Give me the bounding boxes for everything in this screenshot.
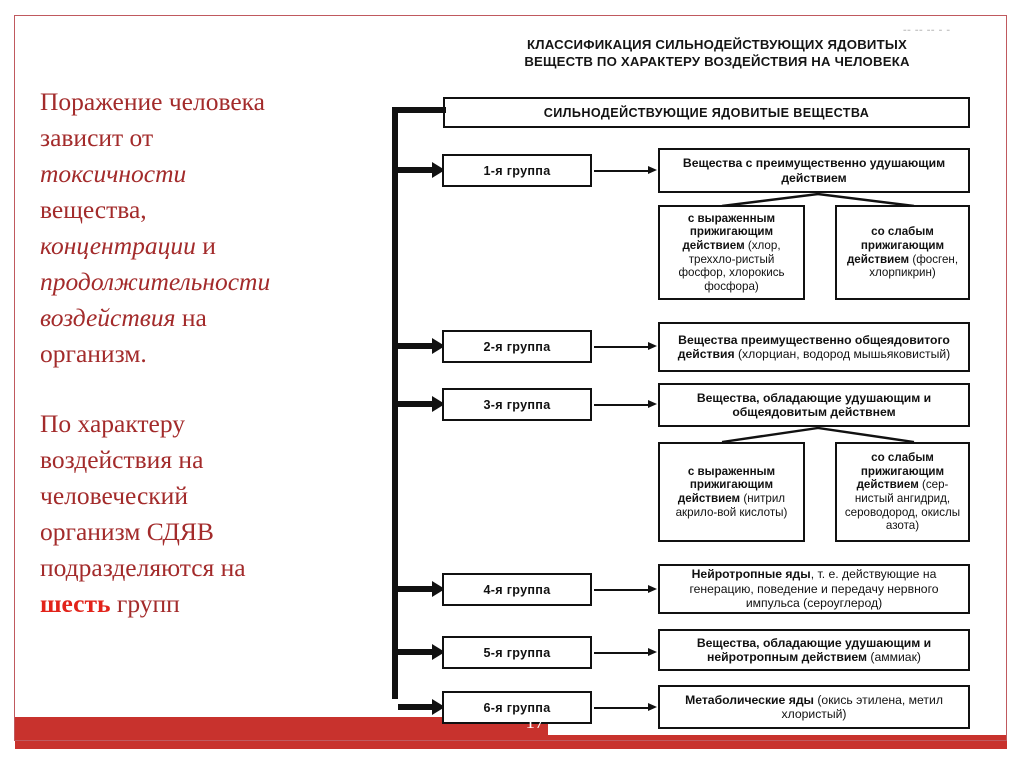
group-box-4 xyxy=(442,573,592,606)
group-label-3: 3-я группа xyxy=(483,397,551,412)
connector-arrow-group-2 xyxy=(594,342,658,351)
sub-plain-1-left: (хлор, треххло-ристый фосфор, хлорокись фосфора) xyxy=(678,238,785,293)
header-box-label: СИЛЬНОДЕЙСТВУЮЩИЕ ЯДОВИТЫЕ ВЕЩЕСТВА xyxy=(543,105,870,120)
description-box-5 xyxy=(658,629,970,671)
group-label-4: 4-я группа xyxy=(483,582,551,597)
group-label-2: 2-я группа xyxy=(483,339,551,354)
trunk-arrow-group-2 xyxy=(398,338,446,354)
scheme-label-fragment: -- -- -- - - xyxy=(903,24,951,33)
connector-arrow-group-6 xyxy=(594,703,658,712)
p1-line3: вещества, xyxy=(40,195,147,224)
description-bold-1: Вещества с преимущественно удушающим действием xyxy=(682,156,946,185)
sub-bold-1-right: со слабым прижигающим действием xyxy=(846,225,945,266)
p2-bold-six: шесть xyxy=(40,589,111,618)
connector-arrow-group-1 xyxy=(594,166,658,175)
trunk-arrow-group-3 xyxy=(398,396,446,412)
p2-line1: По характеру xyxy=(40,409,186,438)
group-box-5 xyxy=(442,636,592,669)
p2-line6: групп xyxy=(110,589,180,618)
p1-italic-impact: воздействия xyxy=(40,303,176,332)
split-connector-3 xyxy=(720,427,916,443)
p1-conj: и xyxy=(195,231,216,260)
description-box-1 xyxy=(658,148,970,193)
sub-plain-3-right: (сер-нистый ангидрид, сероводород, окислы азота) xyxy=(844,478,961,533)
p1-line5: организм. xyxy=(40,339,147,368)
connector-arrow-group-5 xyxy=(594,648,658,657)
group-box-1 xyxy=(442,154,592,187)
group-label-5: 5-я группа xyxy=(483,645,551,660)
sub-box-1-left xyxy=(658,205,805,300)
connector-arrow-group-3 xyxy=(594,400,658,409)
sub-bold-3-left: с выраженным прижигающим действием xyxy=(677,464,776,505)
group-label-6: 6-я группа xyxy=(483,700,551,715)
header-box xyxy=(443,97,970,128)
group-label-1: 1-я группа xyxy=(483,163,551,178)
p1-line4: на xyxy=(175,303,207,332)
sub-bold-1-left: с выраженным прижигающим действием xyxy=(682,211,776,252)
p1-italic-duration: продолжительности xyxy=(40,267,271,296)
trunk-top-stub xyxy=(392,107,446,113)
sub-bold-3-right: со слабым прижигающим действием xyxy=(856,451,945,492)
description-plain-5: (аммиак) xyxy=(870,650,921,664)
description-plain-2: (хлорциан, водород мышьяковистый) xyxy=(738,347,951,361)
group-box-2 xyxy=(442,330,592,363)
description-bold-6: Метаболические яды xyxy=(685,692,818,707)
sub-box-3-right xyxy=(835,442,970,542)
p2-line2: воздействия на xyxy=(40,445,204,474)
description-bold-5: Вещества, обладающие удушающим и нейротропным действием xyxy=(696,635,932,664)
description-box-3 xyxy=(658,383,970,427)
description-plain-4: , т. е. действующие на генерацию, поведение и передачу нервного импульса (сероуглерод) xyxy=(689,567,939,611)
description-plain-6: (окись этилена, метил хлористый) xyxy=(781,692,943,721)
sub-plain-3-left: (нитрил акрило-вой кислоты) xyxy=(675,492,788,519)
description-box-4 xyxy=(658,564,970,614)
description-bold-2: Вещества преимущественно общеядовитого действия xyxy=(677,332,950,361)
diagram-title-line1: КЛАССИФИКАЦИЯ СИЛЬНОДЕЙСТВУЮЩИХ ЯДОВИТЫХ xyxy=(527,37,907,52)
p1-italic-concentration: концентрации xyxy=(40,231,196,260)
sub-box-3-left xyxy=(658,442,805,542)
group-box-3 xyxy=(442,388,592,421)
page-number: 17 xyxy=(525,712,545,733)
trunk-arrow-group-4 xyxy=(398,581,446,597)
diagram-title xyxy=(447,36,987,70)
trunk-arrow-group-6 xyxy=(398,699,446,715)
p1-italic-toxicity: токсичности xyxy=(40,159,187,188)
sub-box-1-right xyxy=(835,205,970,300)
p2-line3: человеческий xyxy=(40,481,188,510)
description-box-2 xyxy=(658,322,970,372)
p2-line5: подразделяются на xyxy=(40,553,246,582)
sub-plain-1-right: (фосген, хлорпикрин) xyxy=(869,252,959,280)
description-bold-4: Нейротропные яды xyxy=(691,567,811,582)
description-bold-3: Вещества, обладающие удушающим и общеядовитым действнем xyxy=(696,390,932,419)
p1-line2: зависит от xyxy=(40,123,154,152)
connector-arrow-group-4 xyxy=(594,585,658,594)
p2-line4: организм СДЯВ xyxy=(40,517,214,546)
p1-line1: Поражение человека xyxy=(40,87,265,116)
trunk-arrow-group-1 xyxy=(398,162,446,178)
trunk-arrow-group-5 xyxy=(398,644,446,660)
diagram-title-line2: ВЕЩЕСТВ ПО ХАРАКТЕРУ ВОЗДЕЙСТВИЯ НА ЧЕЛОВЕКА xyxy=(524,54,910,69)
description-box-6 xyxy=(658,685,970,729)
